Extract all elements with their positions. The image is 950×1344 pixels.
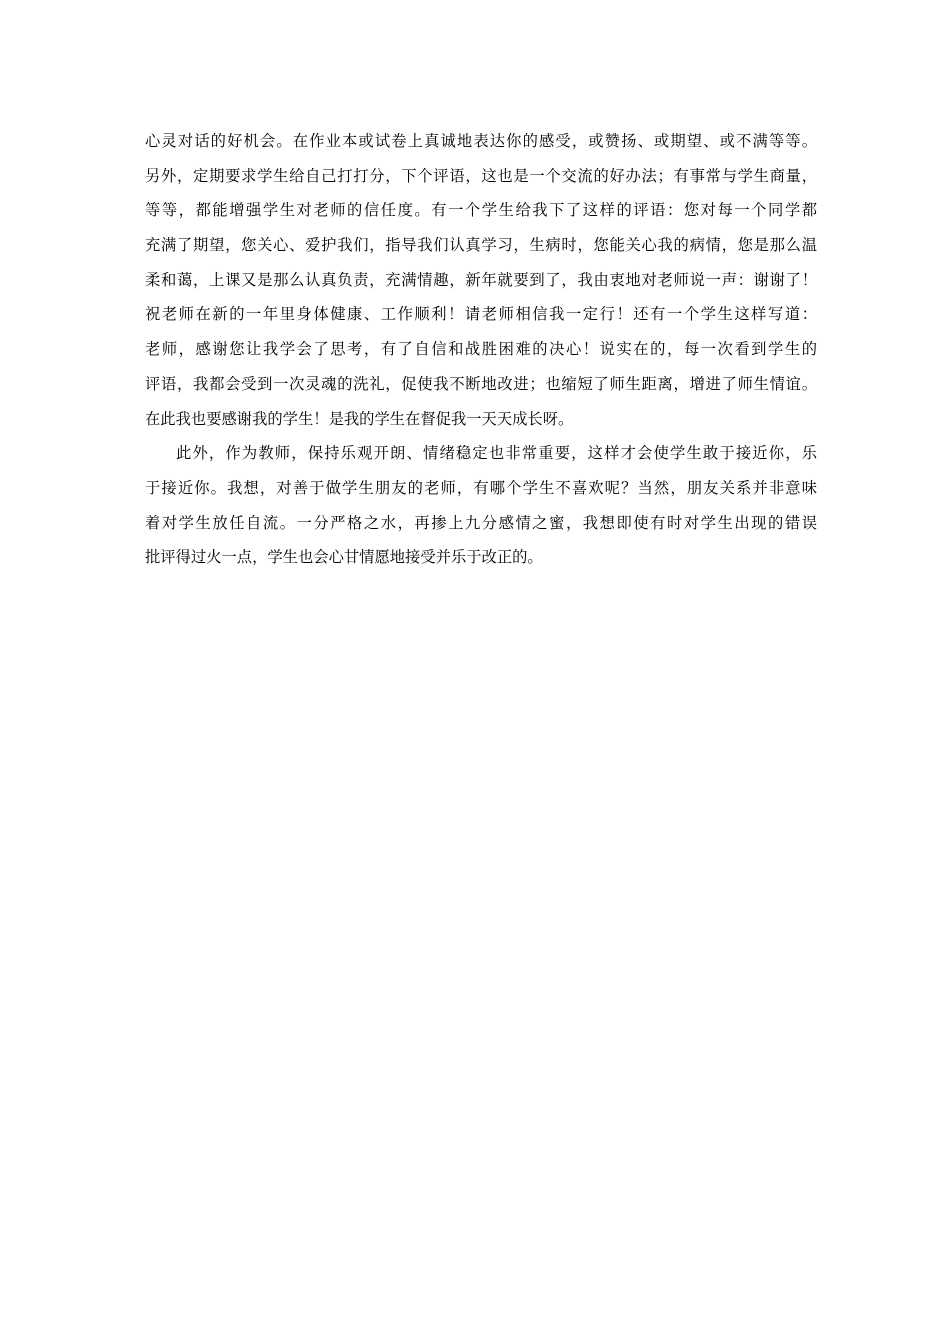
paragraph-line: 充满了期望，您关心、爱护我们，指导我们认真学习，生病时，您能关心我的病情，您是那么温 [145, 236, 817, 255]
paragraph-line: 柔和蔼，上课又是那么认真负责，充满情趣，新年就要到了，我由衷地对老师说一声：谢谢了！ [145, 270, 817, 289]
document-body [145, 124, 817, 575]
paragraph-line: 评语，我都会受到一次灵魂的洗礼，促使我不断地改进；也缩短了师生距离，增进了师生情谊。 [145, 374, 817, 393]
paragraph-2 [145, 436, 817, 575]
paragraph-line: 祝老师在新的一年里身体健康、工作顺利！请老师相信我一定行！还有一个学生这样写道： [145, 305, 817, 324]
paragraph-line: 此外，作为教师，保持乐观开朗、情绪稳定也非常重要，这样才会使学生敢于接近你，乐 [176, 444, 817, 463]
paragraph-line: 着对学生放任自流。一分严格之水，再掺上九分感情之蜜，我想即使有时对学生出现的错误 [145, 513, 817, 532]
paragraph-line: 心灵对话的好机会。在作业本或试卷上真诚地表达你的感受，或赞扬、或期望、或不满等等。 [145, 132, 817, 150]
paragraph-1 [145, 124, 817, 436]
paragraph-line: 在此我也要感谢我的学生！是我的学生在督促我一天天成长呀。 [145, 409, 574, 428]
paragraph-line: 另外，定期要求学生给自己打打分，下个评语，这也是一个交流的好办法；有事常与学生商量， [145, 166, 817, 185]
paragraph-line: 等等，都能增强学生对老师的信任度。有一个学生给我下了这样的评语：您对每一个同学都 [145, 201, 817, 220]
paragraph-line: 老师，感谢您让我学会了思考，有了自信和战胜困难的决心！说实在的，每一次看到学生的 [145, 340, 817, 359]
paragraph-line: 批评得过火一点，学生也会心甘情愿地接受并乐于改正的。 [145, 548, 543, 567]
paragraph-line: 于接近你。我想，对善于做学生朋友的老师，有哪个学生不喜欢呢？当然，朋友关系并非意味 [145, 478, 817, 497]
